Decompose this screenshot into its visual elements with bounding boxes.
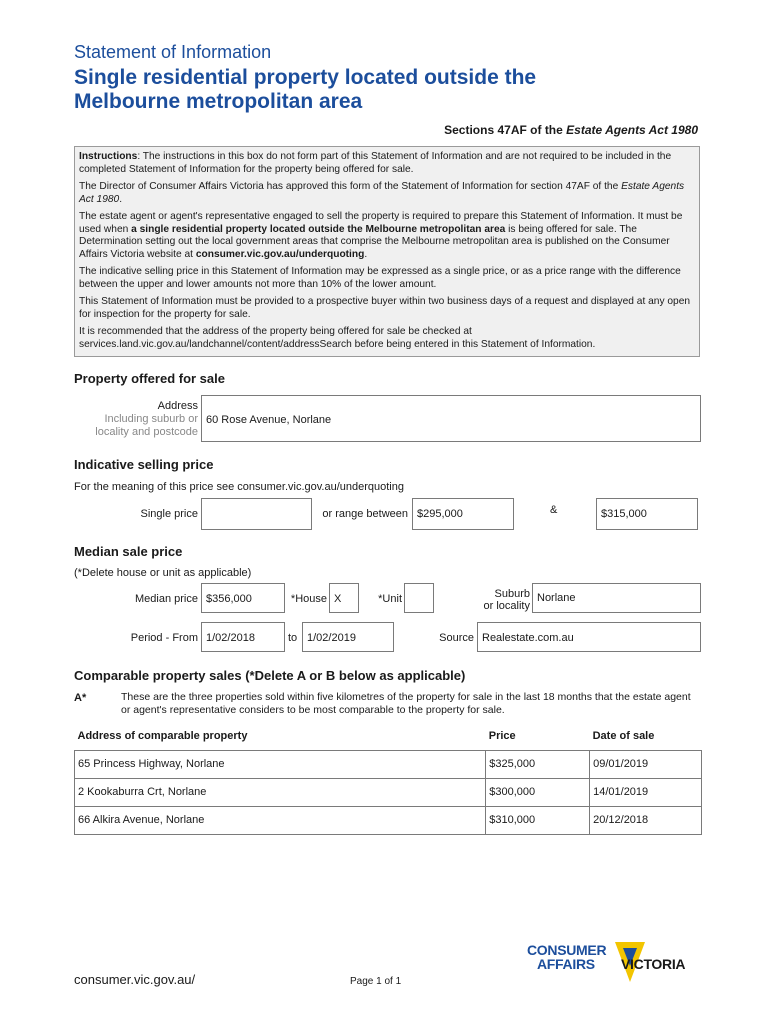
address-label xyxy=(74,400,198,439)
address-field[interactable]: 60 Rose Avenue, Norlane xyxy=(201,395,701,442)
comparable-price-cell[interactable]: $310,000 xyxy=(486,806,590,834)
instructions-p3-link[interactable]: consumer.vic.gov.au/underquoting xyxy=(195,248,365,260)
comparable-intro: These are the three properties sold within five kilometres of the property for sale in the last 18 months that the estate agent or agent's representative considers to be most comparable to the property for sale. xyxy=(121,691,691,716)
instructions-p2-act: Estate Agents Act 1980 xyxy=(79,181,685,205)
suburb-field[interactable]: Norlane xyxy=(532,583,701,613)
col-header-date: Date of sale xyxy=(592,729,655,742)
comparable-date-cell[interactable]: 09/01/2019 xyxy=(590,750,702,778)
col-header-address: Address of comparable property xyxy=(77,729,248,742)
comparable-price-cell[interactable]: $325,000 xyxy=(486,750,590,778)
instructions-p5: This Statement of Information must be provided to a prospective buyer within two business days of a request and displayed at any open for inspection for the property for sale. xyxy=(79,296,691,320)
comparable-date-cell[interactable]: 14/01/2019 xyxy=(590,778,702,806)
comparable-heading: Comparable property sales (*Delete A or B below as applicable) xyxy=(74,668,466,683)
footer-url[interactable]: consumer.vic.gov.au/ xyxy=(74,972,196,987)
suburb-label xyxy=(440,588,530,612)
property-heading: Property offered for sale xyxy=(74,371,225,386)
instructions-box xyxy=(74,146,700,357)
col-header-price: Price xyxy=(488,729,516,742)
comparable-address-cell[interactable]: 2 Kookaburra Crt, Norlane xyxy=(75,778,486,806)
source-label: Source xyxy=(439,632,474,644)
instructions-p2-end: . xyxy=(119,193,123,205)
instructions-p3-end: . xyxy=(364,248,368,260)
sections-act: Estate Agents Act 1980 xyxy=(566,123,698,137)
instructions-p1-text: : The instructions in this box do not form part of this Statement of Information and are not required to be included in the completed Statement of Information for the property being offered for sale. xyxy=(79,151,672,175)
comparable-table xyxy=(74,722,702,835)
instructions-p3 xyxy=(79,211,695,261)
indicative-note: For the meaning of this price see consumer.vic.gov.au/underquoting xyxy=(74,481,404,493)
title-line-2: Melbourne metropolitan area xyxy=(74,90,363,113)
source-field[interactable]: Realestate.com.au xyxy=(477,622,701,652)
table-row xyxy=(75,806,702,834)
option-a-marker: A* xyxy=(74,692,87,704)
address-label-main: Address xyxy=(157,400,198,412)
range-ampersand: & xyxy=(550,504,558,516)
single-price-label: Single price xyxy=(140,508,198,520)
comparable-address-cell[interactable]: 65 Princess Highway, Norlane xyxy=(75,750,486,778)
instructions-p3-text-a: The estate agent or agent's representative engaged to sell the property is required to prepare this Statement of Information. It must be used when xyxy=(79,211,683,235)
address-label-sub2: locality and postcode xyxy=(95,426,198,438)
instructions-p6: It is recommended that the address of the property being offered for sale be checked at services.land.vic.gov.au/landchannel/content/addressSearch before being entered in this Statement of Information. xyxy=(79,326,596,350)
range-high-field[interactable]: $315,000 xyxy=(596,498,698,530)
instructions-p3-text-b: is being offered for sale. The Determination setting out the local government areas that comprise the Melbourne metropolitan area is published on the Consumer Affairs Victoria website at xyxy=(79,223,670,260)
table-header-row xyxy=(75,722,702,750)
comparable-date-cell[interactable]: 20/12/2018 xyxy=(590,806,702,834)
comparable-price-cell[interactable]: $300,000 xyxy=(486,778,590,806)
instructions-p2-text: The Director of Consumer Affairs Victoria has approved this form of the Statement of Information for section 47AF of the xyxy=(79,181,622,192)
instructions-p2 xyxy=(79,181,695,206)
instructions-p3-bold: a single residential property located outside the Melbourne metropolitan area xyxy=(131,223,506,235)
instructions-lead: Instructions xyxy=(79,151,138,162)
logo-line-1: CONSUMER xyxy=(527,942,607,958)
period-from-label: Period - From xyxy=(130,632,198,644)
unit-field[interactable] xyxy=(404,583,434,613)
instructions-p1 xyxy=(79,151,695,176)
median-note: (*Delete house or unit as applicable) xyxy=(74,567,252,579)
title-line-1: Single residential property located outside the xyxy=(74,66,537,89)
table-row xyxy=(75,750,702,778)
logo-line-2: AFFAIRS xyxy=(537,956,595,972)
unit-label: *Unit xyxy=(378,593,402,605)
sections-reference xyxy=(444,123,698,137)
period-to-label: to xyxy=(288,632,298,644)
median-price-field[interactable]: $356,000 xyxy=(201,583,285,613)
page-title xyxy=(74,66,714,114)
indicative-heading: Indicative selling price xyxy=(74,457,214,472)
sections-prefix: Sections 47AF of the xyxy=(444,123,567,137)
suburb-label-1: Suburb xyxy=(494,588,530,600)
range-label: or range between xyxy=(322,508,408,520)
table-row xyxy=(75,778,702,806)
instructions-p4: The indicative selling price in this Statement of Information may be expressed as a single price, or as a price range with the difference between the upper and lower amounts not more than 10% of the lower amount. xyxy=(79,266,681,290)
form-kicker: Statement of Information xyxy=(74,42,272,62)
logo-line-3: VICTORIA xyxy=(621,956,686,972)
comparable-address-cell[interactable]: 66 Alkira Avenue, Norlane xyxy=(75,806,486,834)
suburb-label-2: or locality xyxy=(483,600,530,612)
page-number: Page 1 of 1 xyxy=(350,976,402,987)
period-from-field[interactable]: 1/02/2018 xyxy=(201,622,285,652)
address-label-sub1: Including suburb or xyxy=(104,413,198,425)
median-price-label: Median price xyxy=(135,593,198,605)
period-to-field[interactable]: 1/02/2019 xyxy=(302,622,394,652)
single-price-field[interactable] xyxy=(201,498,312,530)
median-heading: Median sale price xyxy=(74,544,183,559)
consumer-affairs-victoria-logo xyxy=(527,940,707,988)
house-label: *House xyxy=(290,593,327,605)
range-low-field[interactable]: $295,000 xyxy=(412,498,514,530)
house-field[interactable]: X xyxy=(329,583,359,613)
